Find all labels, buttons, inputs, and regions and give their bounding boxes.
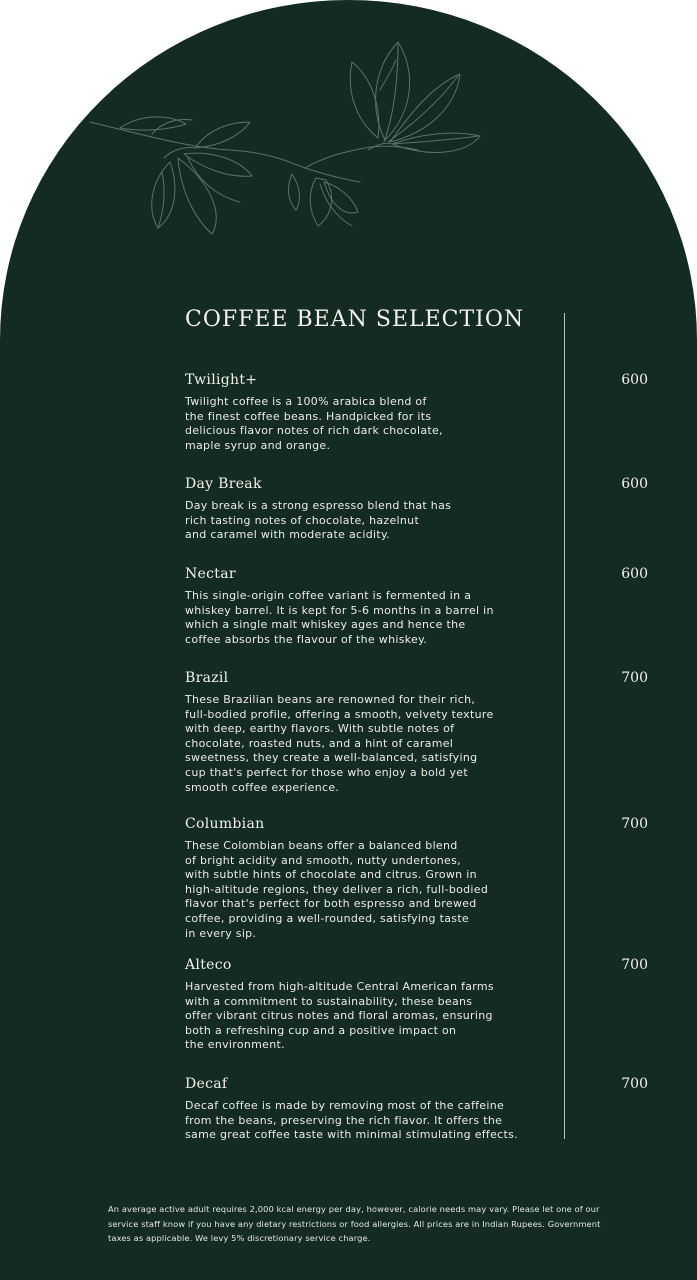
item-name: Brazil [185, 670, 229, 686]
item-price: 600 [621, 476, 648, 492]
footer-note: An average active adult requires 2,000 kcal energy per day, however, calorie needs may vary. Please let one of our service staff know if you have any dietary restrictions or food allergies. All prices are in Indian Rupees. Government taxes as applicable. We levy 5% discretionary service charge. [108, 1204, 601, 1243]
magnolia-branch-icon [80, 30, 500, 260]
item-name: Alteco [185, 957, 232, 973]
item-price: 600 [621, 566, 648, 582]
item-name: Decaf [185, 1076, 228, 1092]
item-name: Twilight+ [185, 372, 258, 388]
item-description: Day break is a strong espresso blend that has rich tasting notes of chocolate, hazelnut and caramel with moderate acidity. [185, 499, 452, 542]
menu-item-twilight [185, 371, 655, 453]
item-price: 600 [621, 372, 648, 388]
item-price: 700 [621, 1076, 648, 1092]
menu-title: COFFEE BEAN SELECTION [185, 307, 525, 332]
item-description: Twilight coffee is a 100% arabica blend of the finest coffee beans. Handpicked for its delicious flavor notes of rich dark chocolate, maple syrup and orange. [185, 395, 443, 452]
item-name: Day Break [185, 476, 262, 492]
item-description: This single-origin coffee variant is fermented in a whiskey barrel. It is kept for 5-6 months in a barrel in which a single malt whiskey ages and hence the coffee absorbs the flavour of the whiskey. [185, 589, 494, 646]
item-description: Harvested from high-altitude Central American farms with a commitment to sustainability, these beans offer vibrant citrus notes and floral aromas, ensuring both a refreshing cup and a positive impact on the environment. [185, 980, 494, 1052]
menu-item-alteco [185, 956, 655, 1053]
menu-item-day-break [185, 475, 655, 543]
menu-item-brazil [185, 669, 655, 795]
item-description: Decaf coffee is made by removing most of the caffeine from the beans, preserving the rich flavor. It offers the same great coffee taste with minimal stimulating effects. [185, 1099, 518, 1142]
item-description: These Colombian beans offer a balanced blend of bright acidity and smooth, nutty undertones, with subtle hints of chocolate and citrus. Grown in high-altitude regions, they deliver a rich, full-bodied flavor that's perfect for both espresso and brewed coffee, providing a well-rounded, satisfying taste in every sip. [185, 839, 489, 940]
menu-item-columbian [185, 815, 655, 941]
menu-item-nectar [185, 565, 655, 647]
item-name: Columbian [185, 816, 265, 832]
item-price: 700 [621, 816, 648, 832]
menu-item-decaf [185, 1075, 655, 1143]
item-name: Nectar [185, 566, 236, 582]
item-price: 700 [621, 957, 648, 973]
item-description: These Brazilian beans are renowned for their rich, full-bodied profile, offering a smooth, velvety texture with deep, earthy flavors. With subtle notes of chocolate, roasted nuts, and a hint of caramel sweetness, they create a well-balanced, satisfying cup that's perfect for those who enjoy a bold yet smooth coffee experience. [185, 693, 494, 794]
item-price: 700 [621, 670, 648, 686]
